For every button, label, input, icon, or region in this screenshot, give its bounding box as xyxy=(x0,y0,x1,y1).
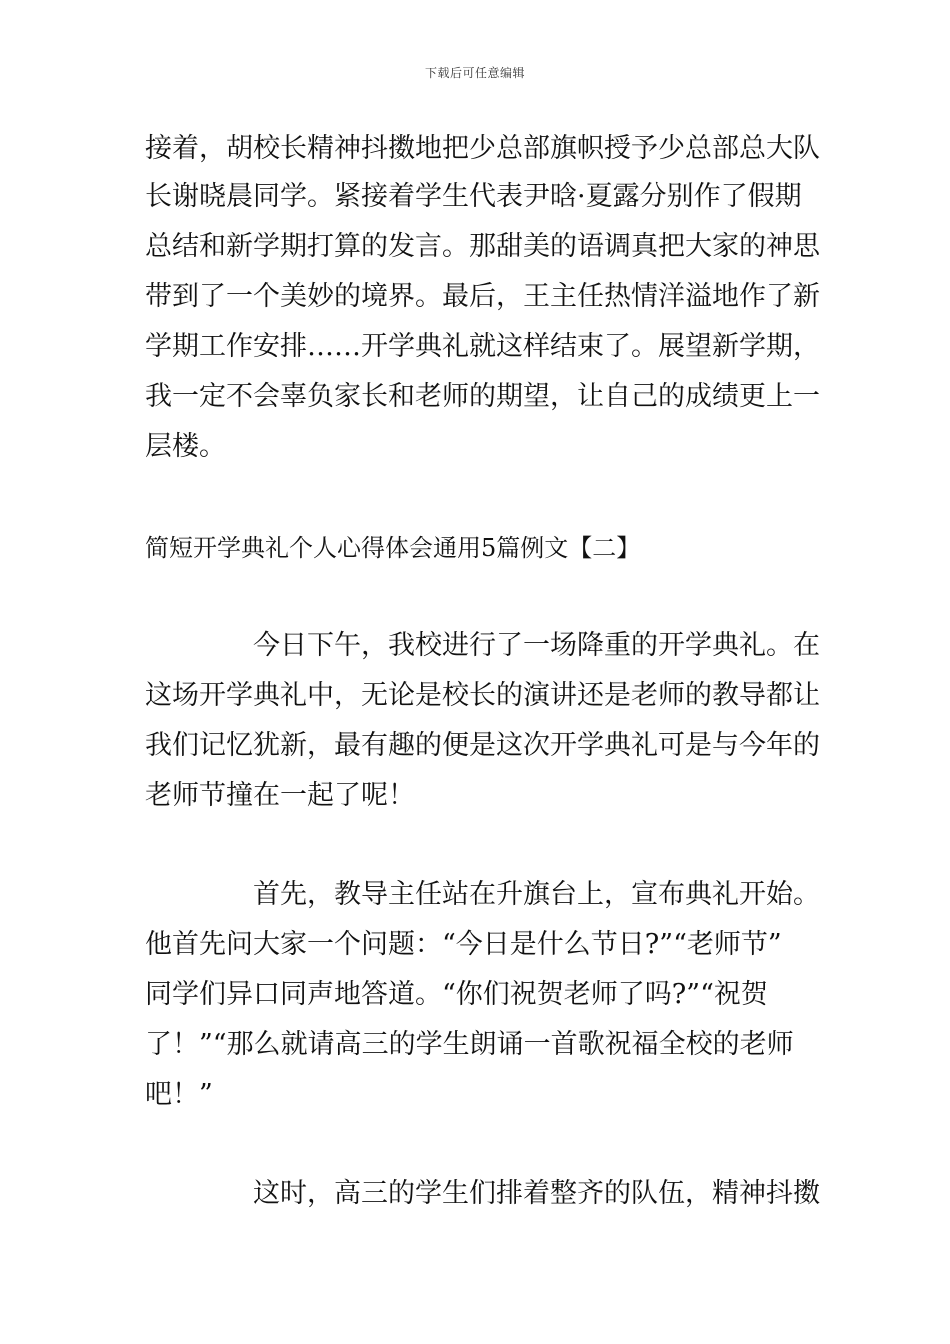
section-heading: 简短开学典礼个人心得体会通用5篇例文【二】 xyxy=(145,534,641,562)
paragraph-2-line-3: 我们记忆犹新，最有趣的便是这次开学典礼可是与今年的 xyxy=(145,730,820,761)
paragraph-1-line-6: 我一定不会辜负家长和老师的期望，让自己的成绩更上一 xyxy=(145,381,820,412)
paragraph-3-line-2: 他首先问大家一个问题：“今日是什么节日?”“老师节” xyxy=(145,929,782,960)
paragraph-1-line-2: 长谢晓晨同学。紧接着学生代表尹晗·夏露分别作了假期 xyxy=(145,181,802,212)
paragraph-3-line-3: 同学们异口同声地答道。“你们祝贺老师了吗?”“祝贺 xyxy=(145,979,768,1010)
paragraph-2-line-1: 今日下午，我校进行了一场降重的开学典礼。在 xyxy=(253,630,820,661)
paragraph-2-line-4: 老师节撞在一起了呢！ xyxy=(145,780,415,811)
paragraph-2-line-2: 这场开学典礼中，无论是校长的演讲还是老师的教导都让 xyxy=(145,680,820,711)
paragraph-1-line-7: 层楼。 xyxy=(145,431,226,462)
paragraph-4-line-1: 这时，高三的学生们排着整齐的队伍，精神抖擞 xyxy=(253,1178,820,1209)
paragraph-3-line-1: 首先，教导主任站在升旗台上，宣布典礼开始。 xyxy=(253,879,820,910)
page-header: 下载后可任意编辑 xyxy=(424,66,525,80)
paragraph-1-line-1: 接着，胡校长精神抖擞地把少总部旗帜授予少总部总大队 xyxy=(145,133,820,164)
paragraph-1-line-4: 带到了一个美妙的境界。最后，王主任热情洋溢地作了新 xyxy=(145,281,820,312)
paragraph-1-line-5: 学期工作安排……开学典礼就这样结束了。展望新学期， xyxy=(145,331,820,362)
paragraph-3-line-5: 吧！” xyxy=(145,1079,213,1110)
paragraph-3-line-4: 了！”“那么就请高三的学生朗诵一首歌祝福全校的老师 xyxy=(145,1029,794,1060)
paragraph-1-line-3: 总结和新学期打算的发言。那甜美的语调真把大家的神思 xyxy=(145,231,820,262)
